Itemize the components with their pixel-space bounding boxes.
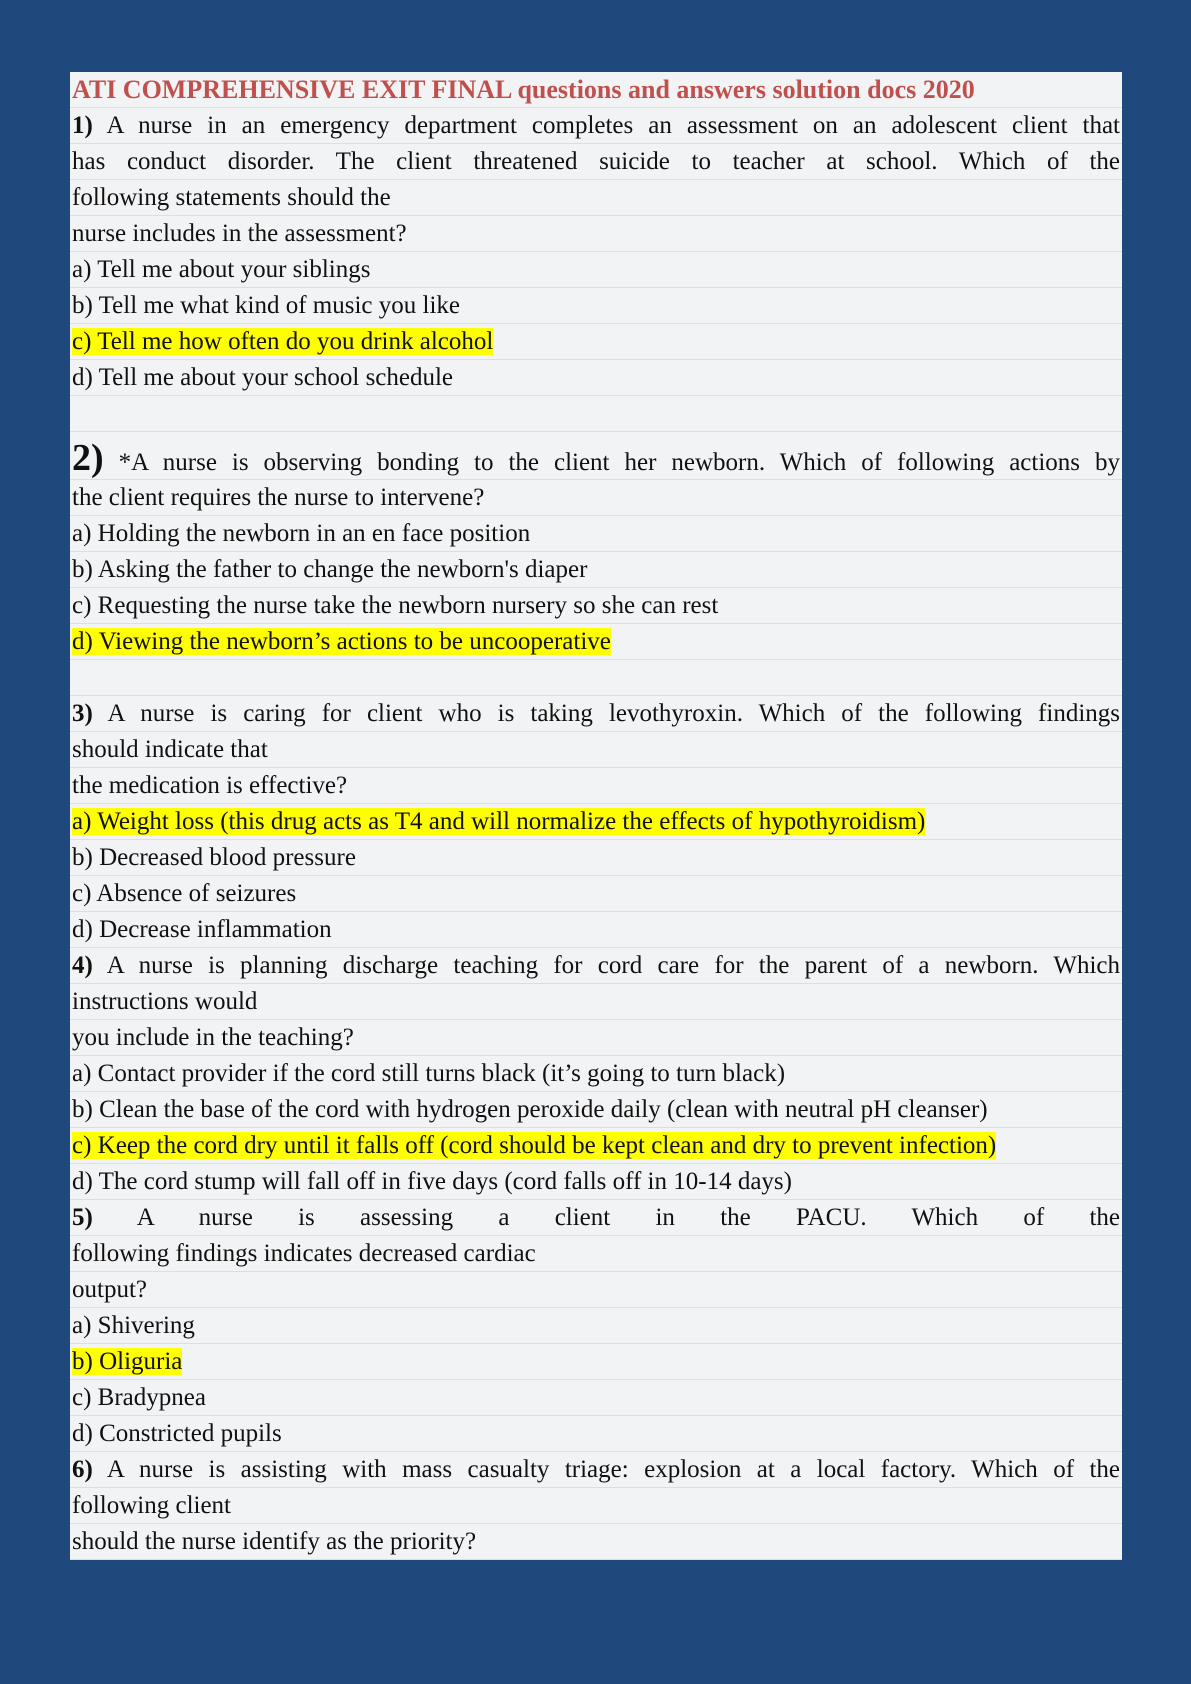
q4-option-a: a) Contact provider if the cord still turns black (it’s going to turn black)	[70, 1056, 1122, 1092]
blank-line	[70, 660, 1122, 696]
q2-stem-line: 2) *A nurse is observing bonding to the client her newborn. Which of following actions by	[70, 432, 1122, 480]
document-page	[70, 72, 1122, 1560]
q2-option-c: c) Requesting the nurse take the newborn nursery so she can rest	[70, 588, 1122, 624]
q1-stem-line: following statements should the	[70, 180, 1122, 216]
q4-stem-line: you include in the teaching?	[70, 1020, 1122, 1056]
q5-number: 5)	[72, 1204, 93, 1231]
q1-number: 1)	[72, 112, 93, 139]
q5-option-a: a) Shivering	[70, 1308, 1122, 1344]
q4-number: 4)	[72, 952, 93, 979]
q3-option-c: c) Absence of seizures	[70, 876, 1122, 912]
q6-stem-line: should the nurse identify as the priority?	[70, 1524, 1122, 1560]
q5-option-c: c) Bradypnea	[70, 1380, 1122, 1416]
q1-option-d: d) Tell me about your school schedule	[70, 360, 1122, 396]
q3-number: 3)	[72, 700, 93, 727]
q4-option-c-answer: c) Keep the cord dry until it falls off (cord should be kept clean and dry to prevent infection)	[70, 1128, 1122, 1164]
q2-option-d-answer: d) Viewing the newborn’s actions to be uncooperative	[70, 624, 1122, 660]
q1-stem-line: has conduct disorder. The client threatened suicide to teacher at school. Which of the	[70, 144, 1122, 180]
q2-option-a: a) Holding the newborn in an en face position	[70, 516, 1122, 552]
q3-option-b: b) Decreased blood pressure	[70, 840, 1122, 876]
q1-option-b: b) Tell me what kind of music you like	[70, 288, 1122, 324]
q5-option-b-answer: b) Oliguria	[70, 1344, 1122, 1380]
q5-stem-line: output?	[70, 1272, 1122, 1308]
q3-option-a-answer: a) Weight loss (this drug acts as T4 and will normalize the effects of hypothyroidism)	[70, 804, 1122, 840]
q3-option-d: d) Decrease inflammation	[70, 912, 1122, 948]
q4-option-d: d) The cord stump will fall off in five days (cord falls off in 10-14 days)	[70, 1164, 1122, 1200]
q1-stem-line: 1) A nurse in an emergency department completes an assessment on an adolescent client that	[70, 108, 1122, 144]
q6-stem-line: following client	[70, 1488, 1122, 1524]
q2-option-b: b) Asking the father to change the newborn's diaper	[70, 552, 1122, 588]
q2-number: 2)	[72, 437, 104, 479]
q6-number: 6)	[72, 1456, 93, 1483]
q4-stem-line: instructions would	[70, 984, 1122, 1020]
document-title: ATI COMPREHENSIVE EXIT FINAL questions and answers solution docs 2020	[70, 72, 1122, 108]
q4-option-b: b) Clean the base of the cord with hydrogen peroxide daily (clean with neutral pH cleanser)	[70, 1092, 1122, 1128]
q3-stem-line: 3) A nurse is caring for client who is taking levothyroxin. Which of the following findings	[70, 696, 1122, 732]
q4-stem-line: 4) A nurse is planning discharge teaching for cord care for the parent of a newborn. Which	[70, 948, 1122, 984]
q2-stem-line: the client requires the nurse to intervene?	[70, 480, 1122, 516]
q3-stem-line: the medication is effective?	[70, 768, 1122, 804]
q6-stem-line: 6) A nurse is assisting with mass casualty triage: explosion at a local factory. Which of the	[70, 1452, 1122, 1488]
q5-option-d: d) Constricted pupils	[70, 1416, 1122, 1452]
blank-line	[70, 396, 1122, 432]
q1-stem-line: nurse includes in the assessment?	[70, 216, 1122, 252]
q1-option-c-answer: c) Tell me how often do you drink alcohol	[70, 324, 1122, 360]
q1-option-a: a) Tell me about your siblings	[70, 252, 1122, 288]
q3-stem-line: should indicate that	[70, 732, 1122, 768]
q5-stem-line: 5) A nurse is assessing a client in the PACU. Which of the	[70, 1200, 1122, 1236]
q5-stem-line: following findings indicates decreased cardiac	[70, 1236, 1122, 1272]
